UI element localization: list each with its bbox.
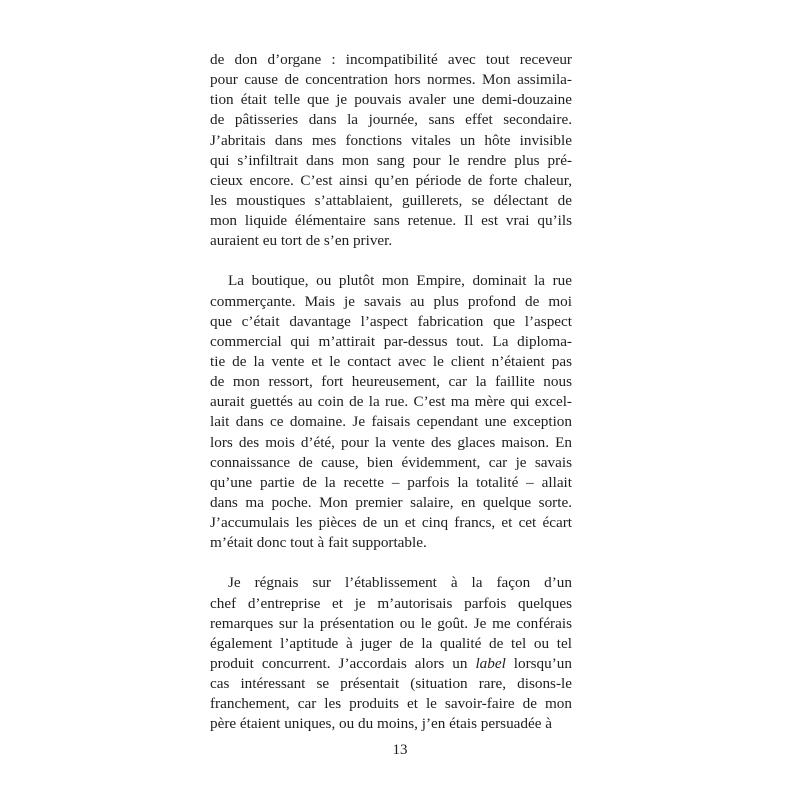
text-line: remarques sur la présentation ou le goût. Je me conférais bbox=[210, 614, 572, 632]
text-line: dans ma poche. Mon premier salaire, en quelque sorte. bbox=[210, 493, 572, 511]
text-line: mon liquide élémentaire sans retenue. Il est vrai qu’ils bbox=[210, 212, 572, 230]
text-line: les moustiques s’attablaient, guillerets, se délectant de bbox=[210, 191, 572, 209]
text-line: tie de la vente et le contact avec le client n’étaient pas bbox=[210, 352, 572, 370]
text-line: J’abritais dans mes fonctions vitales un hôte invisible bbox=[210, 131, 572, 149]
paragraph bbox=[210, 573, 572, 734]
paragraph bbox=[210, 50, 572, 251]
text-line: connaissance de cause, bien évidemment, car je savais bbox=[210, 453, 572, 471]
text-line: m’était donc tout à fait supportable. bbox=[210, 534, 427, 552]
paragraph bbox=[210, 271, 572, 553]
text-line: commerçante. Mais je savais au plus profond de moi bbox=[210, 292, 572, 310]
text-line: qu’une partie de la recette – parfois la totalité – allait bbox=[210, 473, 572, 491]
text-line: franchement, car les produits et le savoir-faire de mon bbox=[210, 695, 572, 713]
text-line: La boutique, ou plutôt mon Empire, dominait la rue bbox=[228, 272, 572, 290]
text-line: J’accumulais les pièces de un et cinq francs, et cet écart bbox=[210, 514, 572, 532]
page-number: 13 bbox=[392, 742, 408, 758]
text-line: tion était telle que je pouvais avaler une demi-douzaine bbox=[210, 91, 572, 109]
text-line: père étaient uniques, ou du moins, j’en étais persuadée à bbox=[210, 715, 553, 733]
text-line: de don d’organe : incompatibilité avec tout receveur bbox=[210, 51, 572, 68]
text-line: de mon ressort, fort heureusement, car la faillite nous bbox=[210, 373, 572, 391]
text-line: que c’était davantage l’aspect fabrication que l’aspect bbox=[210, 312, 572, 330]
text-line: aurait guettés au coin de la rue. C’est ma mère qui excel- bbox=[210, 393, 572, 411]
page-body-text bbox=[210, 50, 572, 735]
text-line: pour cause de concentration hors normes. Mon assimila- bbox=[210, 71, 572, 89]
text-line: commercial qui m’attirait par-dessus tout. La diploma- bbox=[210, 332, 572, 350]
text-line: Je régnais sur l’établissement à la façon d’un bbox=[228, 574, 572, 592]
text-line: chef d’entreprise et je m’autorisais parfois quelques bbox=[210, 594, 572, 612]
text-line: produit concurrent. J’accordais alors un label lorsqu’un bbox=[210, 654, 572, 672]
text-line: également l’aptitude à juger de la qualité de tel ou tel bbox=[210, 634, 572, 652]
text-line: lait dans ce domaine. Je faisais cependant une exception bbox=[210, 413, 572, 431]
text-line: lors des mois d’été, pour la vente des glaces maison. En bbox=[210, 433, 572, 451]
text-line: cas intéressant se présentait (situation rare, disons-le bbox=[210, 675, 572, 693]
text-line: cieux encore. C’est ainsi qu’en période de forte chaleur, bbox=[210, 171, 572, 189]
text-line: auraient eu tort de s’en priver. bbox=[210, 232, 393, 250]
text-line: de pâtisseries dans la journée, sans effet secondaire. bbox=[210, 111, 572, 129]
text-line: qui s’infiltrait dans mon sang pour le rendre plus pré- bbox=[210, 151, 572, 169]
